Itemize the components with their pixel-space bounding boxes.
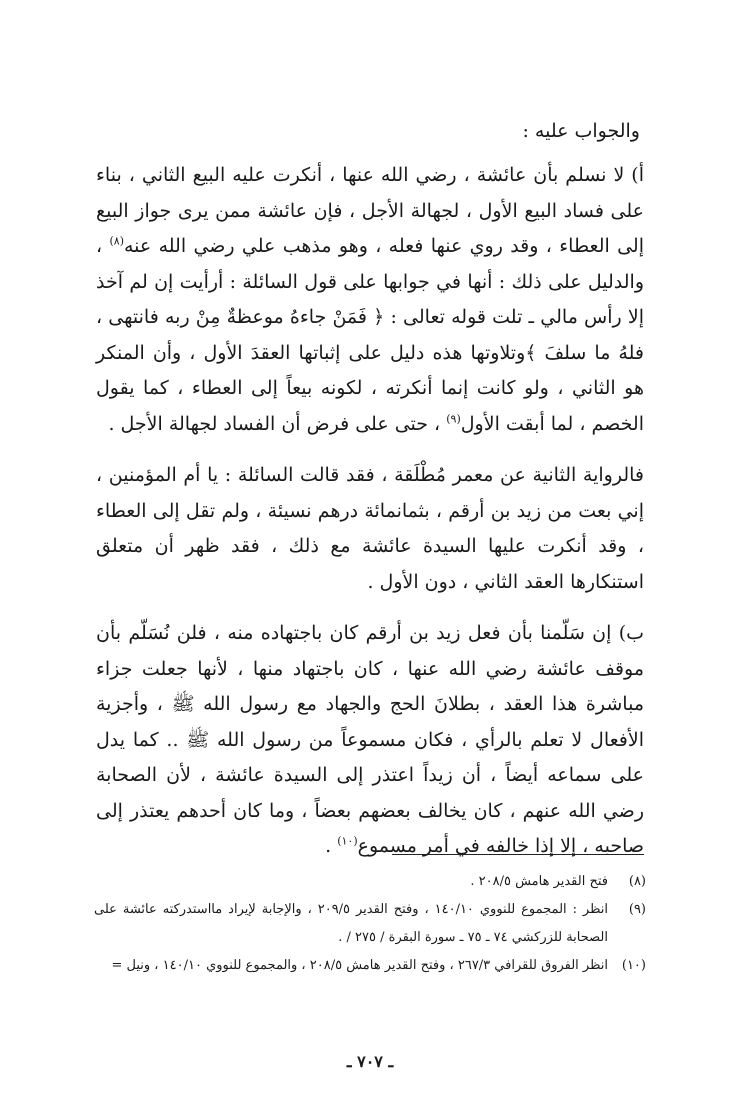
body-text bbox=[96, 158, 644, 865]
paragraph-b-text: ب) إن سَلّمنا بأن فعل زيد بن أرقم كان باجتهاده منه ، فلن نُسَلّم بأن موقف عائشة رضي الله عنها ، كان باجتهاد منها ، لأنها جعلت جزاء مباشرة هذا العقد ، بطلانَ الحج والجهاد مع رسول الله ﷺ ، وأجزية الأفعال لا تعلم بالرأي ، فكان مسموعاً من رسول الله ﷺ .. كما يدل على سماعه أيضاً ، أن زيداً اعتذر إلى السيدة عائشة ، لأن الصحابة رضي الله عنهم ، كان يخالف بعضهم بعضاً ، وما كان أحدهم يعتذر إلى صاحبه ، إلا إذا خالفه في أمر مسموع bbox=[96, 622, 644, 857]
paragraph-second-narration bbox=[96, 458, 644, 600]
footnote-divider bbox=[392, 854, 644, 855]
footnote-ref-8: (٨) bbox=[109, 234, 124, 248]
footnote-number: (١٠) bbox=[621, 958, 646, 973]
paragraph-a-text: أ) لا نسلم بأن عائشة ، رضي الله عنها ، أنكرت عليه البيع الثاني ، بناء على فساد البيع الأول ، لجهالة الأجل ، فإن عائشة ممن يرى جواز البيع إلى العطاء ، وقد روي عنها فعله ، وهو مذهب علي رضي الله عنه bbox=[96, 164, 644, 257]
footnote-text: انظر الفروق للقرافي ٢٦٧/٣ ، وفتح القدير هامش ٢٠٨/٥ ، والمجموع للنووي ١٤٠/١٠ ، ونيل = bbox=[111, 958, 608, 973]
footnote-ref-9: (٩) bbox=[446, 412, 461, 426]
footnotes bbox=[94, 868, 646, 980]
page-number: ـ ٧٠٧ ـ bbox=[346, 1052, 394, 1071]
paragraph-second-narration-text: فالرواية الثانية عن معمر مُطْلَقة ، فقد قالت السائلة : يا أم المؤمنين ، إني بعت من زيد بن أرقم ، بثمانمائة درهم نسيئة ، ولم تقل إلى العطاء ، وقد أنكرت عليها السيدة عائشة مع ذلك ، فقد ظهر أن متعلق استنكارها العقد الثاني ، دون الأول . bbox=[96, 464, 644, 593]
footnote-8 bbox=[94, 868, 646, 896]
footnote-text: فتح القدير هامش ٢٠٨/٥ . bbox=[470, 874, 608, 889]
paragraph-a-text-continued: ، والدليل على ذلك : أنها في جوابها على قول السائلة : أرأيت إن لم آخذ إلا رأس مالي ـ تلت قوله تعالى : ﴿ فَمَنْ جاءهُ موعظةٌ مِنْ ربه فانتهى ، فلهُ ما سلفَ ﴾وتلاوتها هذه دليل على إثباتها العقدَ الأول ، وأن المنكر هو الثاني ، ولو كانت إنما أنكرته ، لكونه بيعاً إلى العطاء ، كما يقول الخصم ، لما أبقت الأول bbox=[96, 235, 644, 435]
paragraph-b bbox=[96, 616, 644, 865]
paragraph-a-text-end: ، حتى على فرض أن الفساد لجهالة الأجل . bbox=[108, 412, 447, 435]
footnote-9 bbox=[94, 896, 646, 952]
paragraph-a bbox=[96, 158, 644, 442]
footnote-number: (٩) bbox=[628, 902, 646, 917]
footnote-10 bbox=[94, 952, 646, 980]
paragraph-b-text-end: . bbox=[325, 835, 338, 857]
footnote-ref-10: (١٠) bbox=[337, 834, 358, 848]
footnote-number: (٨) bbox=[628, 874, 646, 889]
footnote-text: انظر : المجموع للنووي ١٤٠/١٠ ، وفتح القدير ٢٠٩/٥ ، والإجابة لإيراد مااستدركته عائشة على الصحابة للزركشي ٧٤ ـ ٧٥ ـ سورة البقرة / ٢٧٥ / . bbox=[94, 902, 608, 945]
answer-heading: والجواب عليه : bbox=[522, 120, 640, 142]
